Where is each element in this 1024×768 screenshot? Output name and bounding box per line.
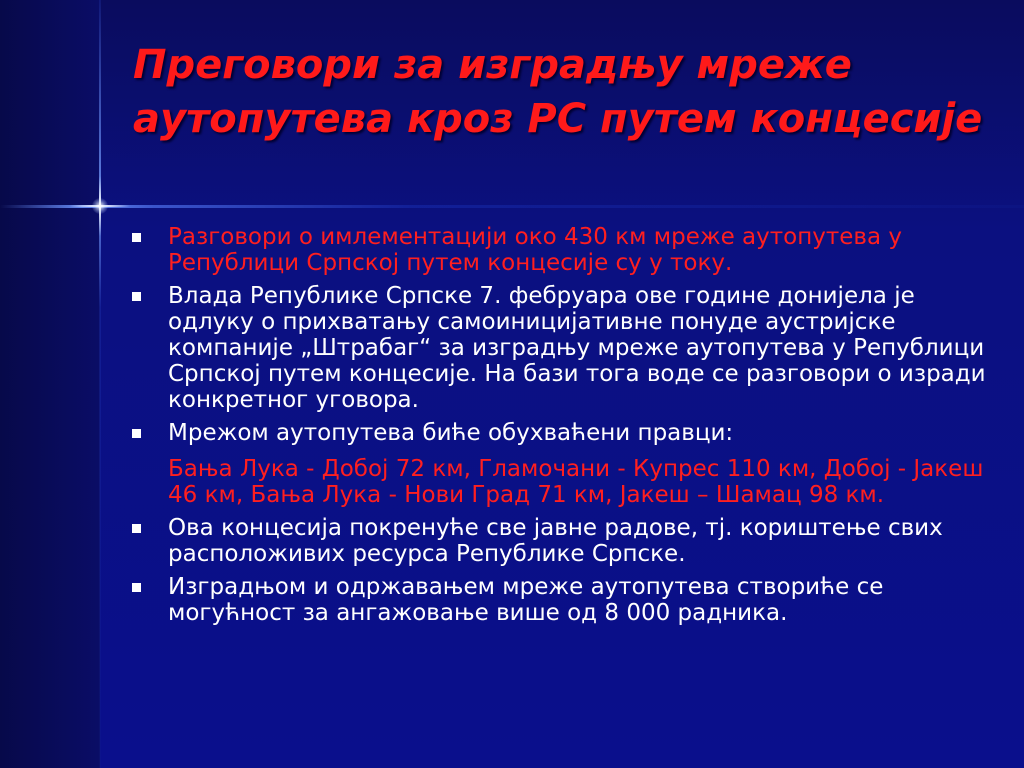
left-dark-band (0, 0, 100, 768)
list-item (130, 420, 990, 446)
list-item-text: Ова концесија покренуће све јавне радове, тј. кориштење свих расположивих ресурса Републике Српске. (168, 515, 943, 567)
list-item-text: Мрежом аутопутева биће обухваћени правци: (168, 420, 734, 446)
square-bullet-icon (132, 233, 141, 242)
square-bullet-icon (132, 524, 141, 533)
vertical-glow-line (99, 0, 101, 768)
list-item (130, 515, 990, 567)
list-item-routes (130, 456, 990, 508)
bullet-list (130, 224, 990, 633)
list-item (130, 283, 990, 413)
list-item (130, 574, 990, 626)
square-bullet-icon (132, 429, 141, 438)
list-item-text: Бања Лука - Добој 72 км, Гламочани - Купрес 110 км, Добој - Јакеш 46 км, Бања Лука - Нови Град 71 км, Јакеш – Шамац 98 км. (168, 456, 984, 508)
list-item (130, 224, 990, 276)
slide-title: Преговори за изградњу мреже аутопутева кроз РС путем концесије (133, 42, 983, 142)
square-bullet-icon (132, 292, 141, 301)
list-item-text: Разговори о имлементацији око 430 км мреже аутопутева у Републици Српској путем концесије су у току. (168, 224, 902, 276)
sparkle-icon (70, 176, 130, 236)
square-bullet-icon (132, 583, 141, 592)
list-item-text: Влада Републике Српске 7. фебруара ове године донијела је одлуку о прихватању самоиницијативне понуде аустријске компаније „Штрабаг“ за изградњу мреже аутопутева у Републици Српској путем концесије. На бази тога воде се разговори о изради конкретног уговора. (168, 283, 986, 413)
horizontal-glow-line (0, 205, 1024, 208)
list-item-text: Изградњом и одржавањем мреже аутопутева створиће се могућност за ангажовање више од 8 000 радника. (168, 574, 884, 626)
